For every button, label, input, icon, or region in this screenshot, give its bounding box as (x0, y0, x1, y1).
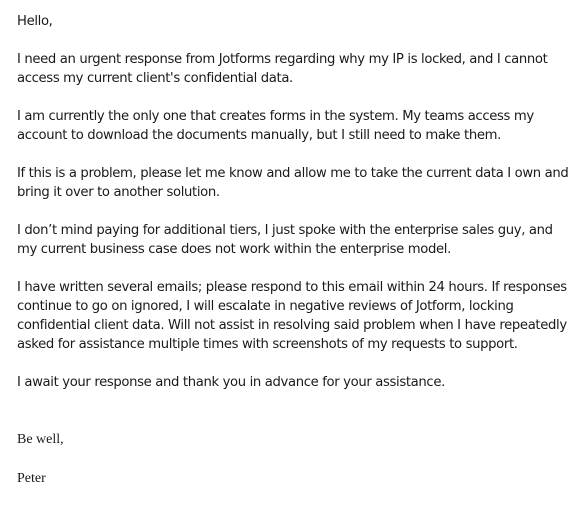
email-paragraph-pricing-tiers: I don’t mind paying for additional tiers, I just spoke with the enterprise sales guy, and my current business case does not work within the enterprise model. (17, 223, 553, 257)
email-signature: Peter (17, 471, 46, 486)
email-body (17, 12, 572, 411)
email-paragraph-urgent-request: I need an urgent response from Jotforms regarding why my IP is locked, and I cannot access my current client's confidential data. (17, 52, 548, 86)
email-paragraph-only-creator: I am currently the only one that creates forms in the system. My teams access my account to download the documents manually, but I still need to make them. (17, 109, 534, 143)
email-paragraph-escalation: I have written several emails; please respond to this email within 24 hours. If responses continue to go on ignored, I will escalate in negative reviews of Jotform, locking confidential client data. Will not assist in resolving said problem when I have repeatedly asked for assistance multiple times with screenshots of my requests to support. (17, 280, 567, 352)
email-paragraph-data-transfer: If this is a problem, please let me know and allow me to take the current data I own and bring it over to another solution. (17, 166, 569, 200)
email-signoff: Be well, (17, 432, 64, 447)
email-greeting: Hello, (17, 14, 53, 29)
email-paragraph-thanks: I await your response and thank you in advance for your assistance. (17, 375, 445, 390)
